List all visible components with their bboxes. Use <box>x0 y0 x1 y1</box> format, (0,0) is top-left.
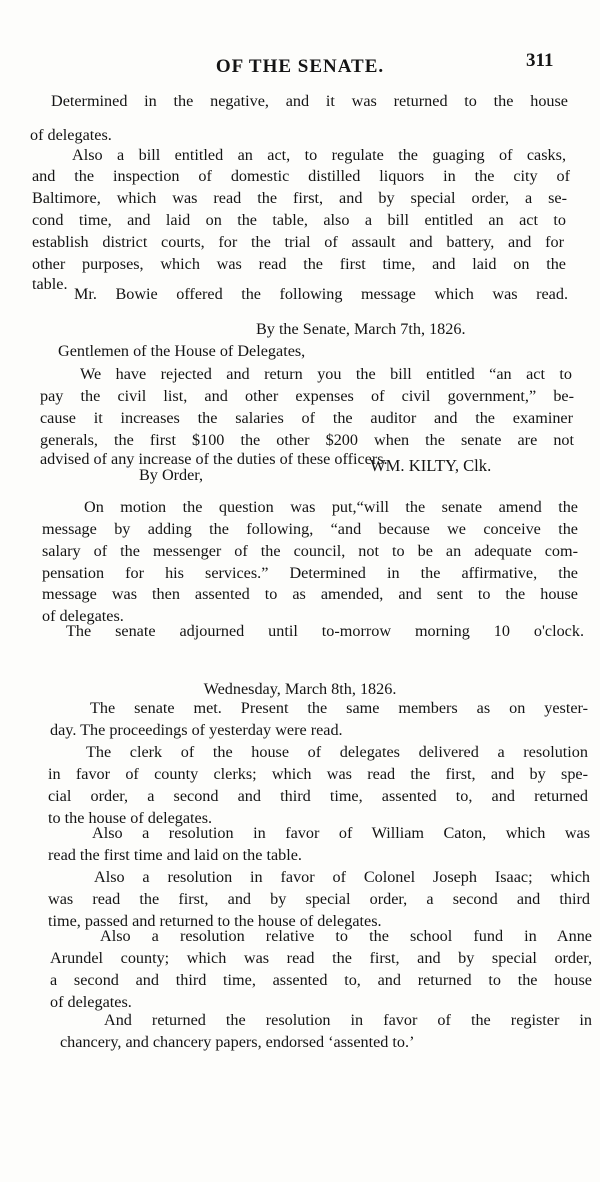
text-line: Also a resolution in favor of William Caton, which was <box>92 824 590 842</box>
text-line: The senate met. Present the same members as on yester- <box>90 699 588 717</box>
closing-by-order: By Order, <box>139 466 204 484</box>
text-line: Also a bill entitled an act, to regulate the guaging of casks, <box>72 146 566 164</box>
text-line: time, passed and returned to the house of delegates. <box>48 912 382 930</box>
page-number: 311 <box>526 50 554 71</box>
text-line: table. <box>32 275 68 293</box>
text-line: Baltimore, which was read the first, and by special order, a se- <box>32 189 567 207</box>
message-dateline: By the Senate, March 7th, 1826. <box>256 320 466 338</box>
text-line: The senate adjourned until to-morrow morning 10 o'clock. <box>66 622 584 640</box>
text-line: And returned the resolution in favor of the register in <box>104 1011 592 1029</box>
message-line: advised of any increase of the duties of these officers. <box>40 450 388 468</box>
text-line: Also a resolution relative to the school fund in Anne <box>100 927 592 945</box>
text-line: of delegates. <box>42 607 124 625</box>
message-line: cause it increases the salaries of the auditor and the examiner <box>40 409 573 427</box>
message-salutation: Gentlemen of the House of Delegates, <box>58 342 306 360</box>
page-header-title: OF THE SENATE. <box>215 56 385 77</box>
text-line: other purposes, which was read the first time, and laid on the <box>32 255 566 273</box>
text-line: was read the first, and by special order, a second and third <box>48 890 590 908</box>
text-line: On motion the question was put,“will the senate amend the <box>84 498 578 516</box>
signature-block <box>0 456 600 484</box>
text-line: to the house of delegates. <box>48 809 213 827</box>
text-line: a second and third time, assented to, and returned to the house <box>50 971 592 989</box>
text-line: Mr. Bowie offered the following message which was read. <box>74 285 568 303</box>
text-line: chancery, and chancery papers, endorsed ‘assented to.’ <box>60 1033 415 1051</box>
text-line: message was then assented to as amended, and sent to the house <box>42 585 578 603</box>
text-line: day. The proceedings of yesterday were read. <box>50 721 343 739</box>
text-line: of delegates. <box>30 126 112 144</box>
text-line: The clerk of the house of delegates delivered a resolution <box>86 743 588 761</box>
text-line: salary of the messenger of the council, not to be an adequate com- <box>42 542 578 560</box>
message-line: pay the civil list, and other expenses of civil government,” be- <box>40 387 574 405</box>
text-line: pensation for his services.” Determined in the affirmative, the <box>42 564 578 582</box>
message-line: generals, the first $100 the other $200 when the senate are not <box>40 431 574 449</box>
text-line: in favor of county clerks; which was read the first, and by spe- <box>48 765 588 783</box>
text-line: message by adding the following, “and because we conceive the <box>42 520 578 538</box>
text-line: of delegates. <box>50 993 132 1011</box>
message-line: We have rejected and return you the bill entitled “an act to <box>80 365 572 383</box>
text-line: Also a resolution in favor of Colonel Joseph Isaac; which <box>94 868 590 886</box>
text-line: Arundel county; which was read the first, and by special order, <box>50 949 592 967</box>
text-line: read the first time and laid on the table. <box>48 846 302 864</box>
text-line: establish district courts, for the trial of assault and battery, and for <box>32 233 564 251</box>
text-line: cond time, and laid on the table, also a bill entitled an act to <box>32 211 566 229</box>
text-line: Determined in the negative, and it was returned to the house <box>51 92 568 110</box>
text-line: and the inspection of domestic distilled liquors in the city of <box>32 167 570 185</box>
clerk-signature: WM. KILTY, Clk. <box>370 456 492 475</box>
text-line: cial order, a second and third time, assented to, and returned <box>48 787 588 805</box>
date-heading: Wednesday, March 8th, 1826. <box>203 680 397 698</box>
